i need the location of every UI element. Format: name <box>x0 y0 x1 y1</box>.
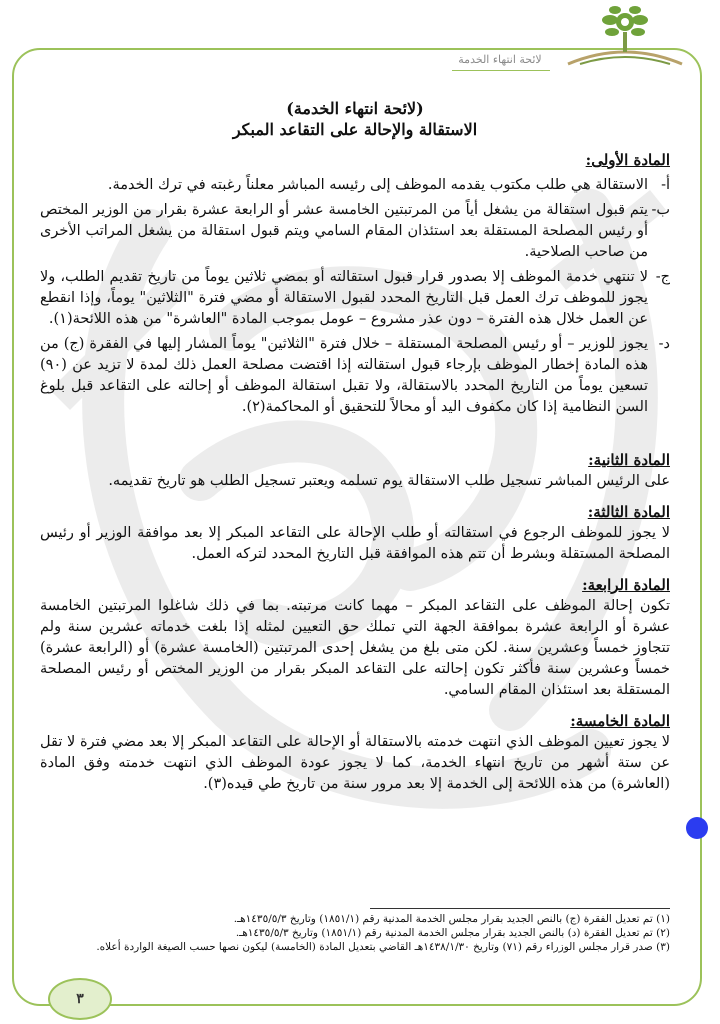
item-marker: د- <box>658 336 670 352</box>
logo-icon <box>560 2 690 72</box>
article-4-text: تكون إحالة الموظف على التقاعد المبكر – مهما كانت مرتبته. بما في ذلك شاغلوا المرتبتين الخامسة عشرة أو الرابعة عشرة بموافقة الجهة التي تملك حق التعيين لمثله إذا بلغت خدماته عشرين سنة ولم تتجاوز خمساً وعشرين سنة. لكن متى بلغ من يشغل إحدى المرتبتين (الخامسة عشرة) أو (الرابعة عشرة) خمساً وعشرين سنة فأكثر تكون إحالته على التقاعد المبكر بقرار من الوزير المختص أو رئيس المصلحة المستقلة بعد استئذان المقام السامي. <box>40 598 670 698</box>
blue-dot-marker <box>686 817 708 839</box>
footnote-3: (٣) صدر قرار مجلس الوزراء رقم (٧١) وتاريخ ١٤٣٨/١/٣٠هـ القاضي بتعديل المادة (الخامسة) ليكون نصها حسب الصيغة الواردة أعلاه. <box>96 941 670 953</box>
article-1-item-c <box>40 267 670 330</box>
article-3-heading: المادة الثالثة: <box>587 503 670 521</box>
article-1-heading: المادة الأولى: <box>585 151 670 169</box>
page-number-badge <box>48 978 112 1020</box>
footnote-divider <box>370 908 670 909</box>
article-1-item-b <box>40 200 670 263</box>
article-3-text: لا يجوز للموظف الرجوع في استقالته أو طلب الإحالة على التقاعد المبكر إلا بعد موافقة الوزير أو رئيس المصلحة المستقلة وبشرط أن تتم هذه الموافقة قبل التاريخ المحدد لتركه العمل. <box>40 525 670 562</box>
article-5-heading: المادة الخامسة: <box>570 712 670 730</box>
article-2-heading: المادة الثانية: <box>588 451 670 469</box>
article-1-item-d <box>40 334 670 418</box>
header-caption: لائحة انتهاء الخدمة <box>458 53 542 66</box>
article-2-text: على الرئيس المباشر تسجيل طلب الاستقالة يوم تسلمه ويعتبر تسجيل الطلب هو تاريخ تقديمه. <box>108 473 670 489</box>
spacer <box>40 418 670 440</box>
article-5-text: لا يجوز تعيين الموظف الذي انتهت خدمته بالاستقالة أو الإحالة على التقاعد المبكر إلا بعد مضي فترة لا تقل عن ستة أشهر من تاريخ انتهاء الخدمة، كما لا يجوز عودة الموظف الذي انتهت خدمته وفق المادة (العاشرة) من هذه اللائحة إلى الخدمة إلا بعد مرور سنة من تاريخ طي قيده(٣). <box>40 734 670 792</box>
document-title: (لائحة انتهاء الخدمة) <box>286 99 424 118</box>
item-marker: أ- <box>661 177 670 193</box>
footnote-2: (٢) تم تعديل الفقرة (د) بالنص الجديد بقرار مجلس الخدمة المدنية رقم (١٨٥١/١) وتاريخ ١٤٣٥/٥/٣هـ. <box>235 927 670 939</box>
page-number: ٣ <box>76 991 84 1007</box>
item-text: يجوز للوزير – أو رئيس المصلحة المستقلة – خلال فترة "الثلاثين" يوماً المشار إليها في الفقرة (ج) من هذه المادة إخطار الموظف بإرجاء قبول استقالته إذا اقتضت مصلحة العمل ذلك لمدة لا تزيد عن (٩٠) تسعين يوماً من التاريخ المحدد بالاستقالة، ولا تقبل استقالة الموظف أو إحالته على التقاعد قبل بلوغ السن النظامية إذا كان مكفوف اليد أو محالاً للتحقيق أو المحاكمة(٢). <box>40 336 648 415</box>
document-body <box>40 98 670 795</box>
footnotes <box>40 912 670 954</box>
item-text: الاستقالة هي طلب مكتوب يقدمه الموظف إلى رئيسه المباشر معلناً رغبته في ترك الخدمة. <box>107 177 648 193</box>
item-marker: ب- <box>651 202 670 218</box>
item-marker: ج- <box>655 269 670 285</box>
item-text: يتم قبول استقالة من يشغل أياً من المرتبتين الخامسة عشر أو الرابعة عشرة بقرار من الوزير المختص أو رئيس المصلحة المستقلة بعد استئذان المقام السامي ويتم قبول استقالة من يشغل المراتب الأخرى من صاحب الصلاحية. <box>40 202 648 260</box>
item-text: لا تنتهي خدمة الموظف إلا بصدور قرار قبول استقالته أو بمضي ثلاثين يوماً من تاريخ تقديم الطلب، ولا يجوز للموظف ترك العمل قبل التاريخ المحدد لقبول الاستقالة أو مضي فترة "الثلاثين" يوماً، وإذا انقطع عن العمل خلال هذه الفترة – دون عذر مشروع – عومل بموجب المادة "العاشرة" من هذه اللائحة(١). <box>40 269 648 327</box>
document-subtitle: الاستقالة والإحالة على التقاعد المبكر <box>232 120 478 139</box>
header-rule <box>452 70 550 71</box>
article-1-item-a <box>40 175 670 196</box>
footnote-1: (١) تم تعديل الفقرة (ج) بالنص الجديد بقرار مجلس الخدمة المدنية رقم (١٨٥١/١) وتاريخ ١٤٣٥/٥/٣هـ. <box>233 913 670 925</box>
article-4-heading: المادة الرابعة: <box>582 576 670 594</box>
